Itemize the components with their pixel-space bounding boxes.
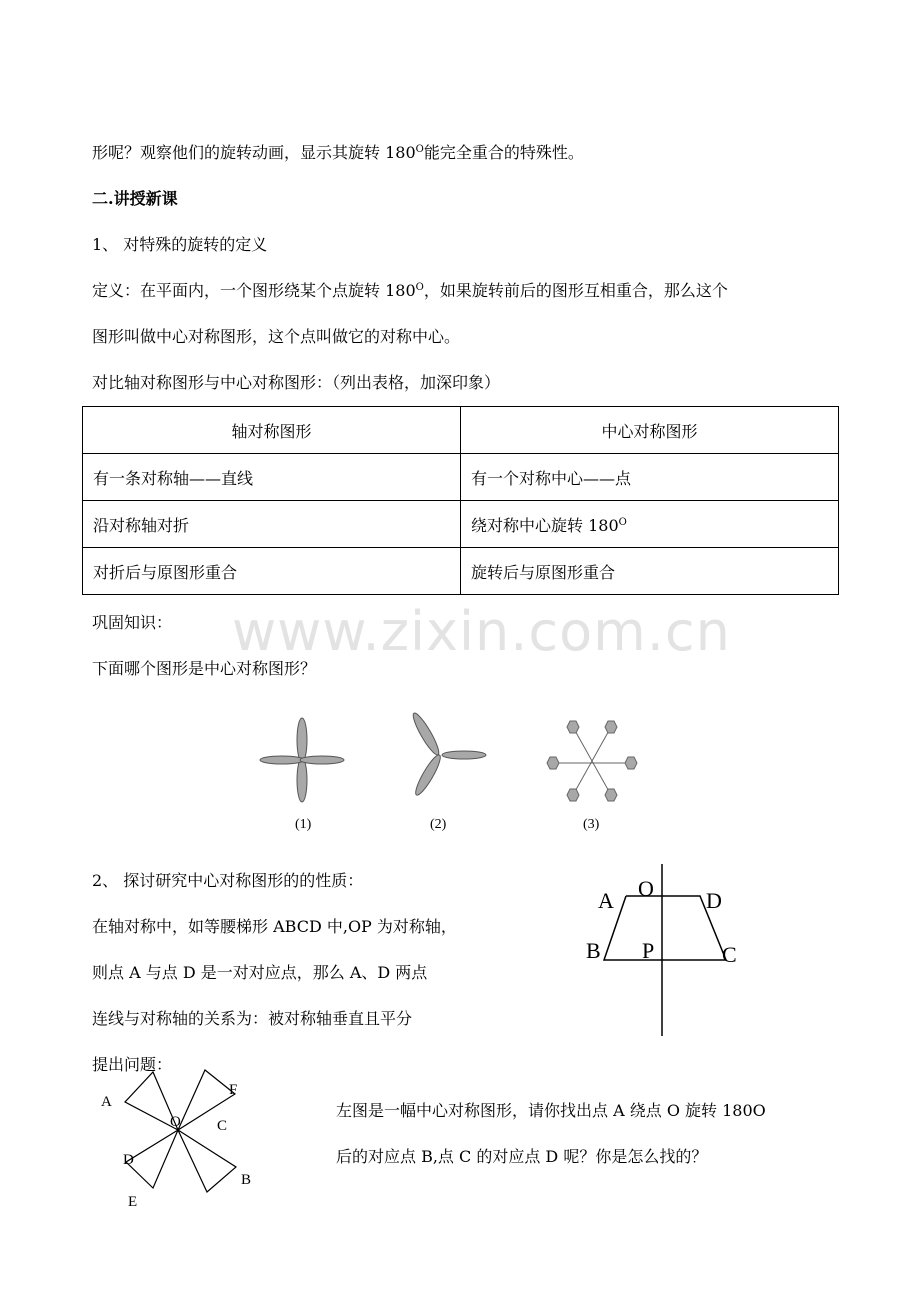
- consolidate-heading: 巩固知识：: [92, 613, 173, 632]
- table-cell: 沿对称轴对折: [83, 501, 461, 548]
- label-C: C: [722, 942, 737, 967]
- table-cell: 有一个对称中心——点: [461, 454, 839, 501]
- table-row: [83, 454, 839, 501]
- label-D: D: [706, 888, 722, 913]
- table-cell: [461, 501, 839, 548]
- intro-text-end: 能完全重合的特殊性。: [423, 143, 584, 162]
- axis-paragraph-line-2: 则点 A 与点 D 是一对对应点，那么 A、D 两点: [92, 963, 428, 982]
- figure-caption-3: (3): [583, 817, 600, 832]
- four-petal-figure: [260, 718, 344, 802]
- definition-line-2: 图形叫做中心对称图形，这个点叫做它的对称中心。: [92, 327, 461, 346]
- table-header-cell: 轴对称图形: [83, 407, 461, 454]
- label-O: O: [638, 876, 654, 901]
- table-cell: 旋转后与原图形重合: [461, 548, 839, 595]
- question-line: 下面哪个图形是中心对称图形？: [92, 659, 317, 678]
- comparison-table: [82, 406, 839, 595]
- degree-sup: O: [618, 516, 627, 528]
- right-paragraph-line-1: 左图是一幅中心对称图形，请你找出点 A 绕点 O 旋转 180O: [336, 1101, 766, 1120]
- label-C: C: [217, 1118, 228, 1134]
- table-header-row: [83, 407, 839, 454]
- table-cell: 对折后与原图形重合: [83, 548, 461, 595]
- compare-intro: 对比轴对称图形与中心对称图形：（列出表格，加深印象）: [92, 373, 501, 392]
- figures-row: [0, 700, 920, 860]
- label-P: P: [642, 938, 655, 963]
- table-header-cell: 中心对称图形: [461, 407, 839, 454]
- section-heading: 二.讲授新课: [92, 189, 178, 208]
- label-F: F: [229, 1082, 238, 1098]
- subheading-1: 1、 对特殊的旋转的定义: [92, 235, 268, 254]
- subheading-2: 2、 探讨研究中心对称图形的的性质：: [92, 871, 364, 890]
- definition-line-1: [92, 280, 728, 302]
- label-A: A: [598, 888, 614, 913]
- bowtie-diagram: [95, 1060, 295, 1210]
- axis-paragraph-line-1: 在轴对称中，如等腰梯形 ABCD 中,OP 为对称轴，: [92, 917, 457, 936]
- table-row: [83, 548, 839, 595]
- figure-caption-1: (1): [295, 817, 312, 832]
- table-cell: 有一条对称轴——直线: [83, 454, 461, 501]
- intro-line: [92, 142, 584, 164]
- label-D: D: [123, 1152, 134, 1168]
- degree-sup: O: [415, 282, 424, 293]
- definition-text-b: ，如果旋转前后的图形互相重合，那么这个: [423, 281, 728, 300]
- label-B: B: [241, 1172, 252, 1188]
- axis-paragraph-line-3: 连线与对称轴的关系为：被对称轴垂直且平分: [92, 1009, 413, 1028]
- label-A: A: [101, 1094, 112, 1110]
- trapezoid-diagram: [580, 860, 780, 1040]
- label-E: E: [128, 1194, 138, 1210]
- table-row: [83, 501, 839, 548]
- definition-text-a: 定义：在平面内，一个图形绕某个点旋转 180: [92, 281, 416, 300]
- six-hexagon-figure: [547, 721, 637, 801]
- raise-question: 提出问题：: [92, 1055, 173, 1074]
- label-O: O: [170, 1114, 181, 1130]
- figure-caption-2: (2): [430, 817, 447, 832]
- table-cell-text: 绕对称中心旋转 180: [471, 515, 619, 535]
- degree-sup: O: [415, 144, 424, 155]
- label-B: B: [586, 938, 601, 963]
- intro-text: 形呢？观察他们的旋转动画，显示其旋转 180: [92, 143, 416, 162]
- three-petal-figure: [410, 711, 486, 798]
- right-paragraph-line-2: 后的对应点 B,点 C 的对应点 D 呢？你是怎么找的？: [336, 1147, 708, 1166]
- watermark: www.zixin.com.cn: [232, 600, 731, 663]
